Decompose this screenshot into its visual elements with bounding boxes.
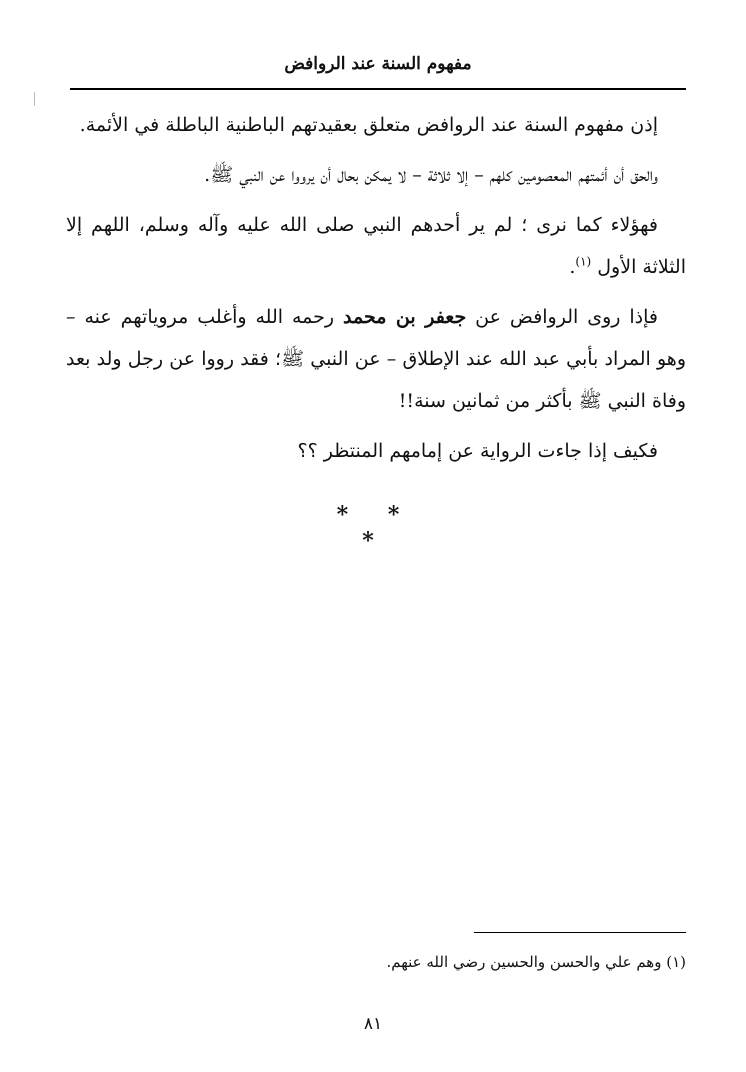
paragraph-1: إذن مفهوم السنة عند الروافض متعلق بعقيدتهم الباطنية الباطلة في الأئمة. — [79, 114, 658, 136]
header-rule — [70, 88, 686, 90]
paragraph-5: فكيف إذا جاءت الرواية عن إمامهم المنتظر ؟؟ — [297, 440, 658, 462]
paragraph-2: والحق أن أئمتهم المعصومين كلهم – إلا ثلاثة – لا يمكن بحال أن يرووا عن النبي ﷺ. — [204, 164, 658, 186]
paragraph-4-start: فإذا روى الروافض عن — [475, 306, 659, 328]
footnote-reference: (١) — [575, 254, 592, 269]
paragraph-4 — [66, 296, 686, 422]
page-number: ٨١ — [363, 1014, 383, 1034]
paragraph-3-end: . — [569, 256, 576, 278]
footnote: (١) وهم علي والحسن والحسين رضي الله عنهم. — [386, 953, 686, 971]
paragraph-3 — [66, 204, 686, 288]
footnote-rule — [474, 932, 686, 933]
section-separator: * * * — [336, 502, 416, 554]
running-header: مفهوم السنة عند الروافض — [284, 54, 472, 74]
body-text — [66, 104, 686, 480]
paragraph-4-rest: رحمه الله وأغلب مروياتهم عنه – وهو المراد بأبي عبد الله عند الإطلاق – عن النبي ﷺ؛ فقد رووا عن رجل ولد بعد وفاة النبي ﷺ بأكثر من ثمانين سنة!! — [66, 306, 686, 412]
scan-artifact-mark — [34, 92, 35, 106]
paragraph-3-text: فهؤلاء كما نرى ؛ لم ير أحدهم النبي صلى الله عليه وآله وسلم، اللهم إلا الثلاثة الأول — [66, 214, 686, 278]
paragraph-4-name-bold: جعفر بن محمد — [343, 306, 467, 328]
